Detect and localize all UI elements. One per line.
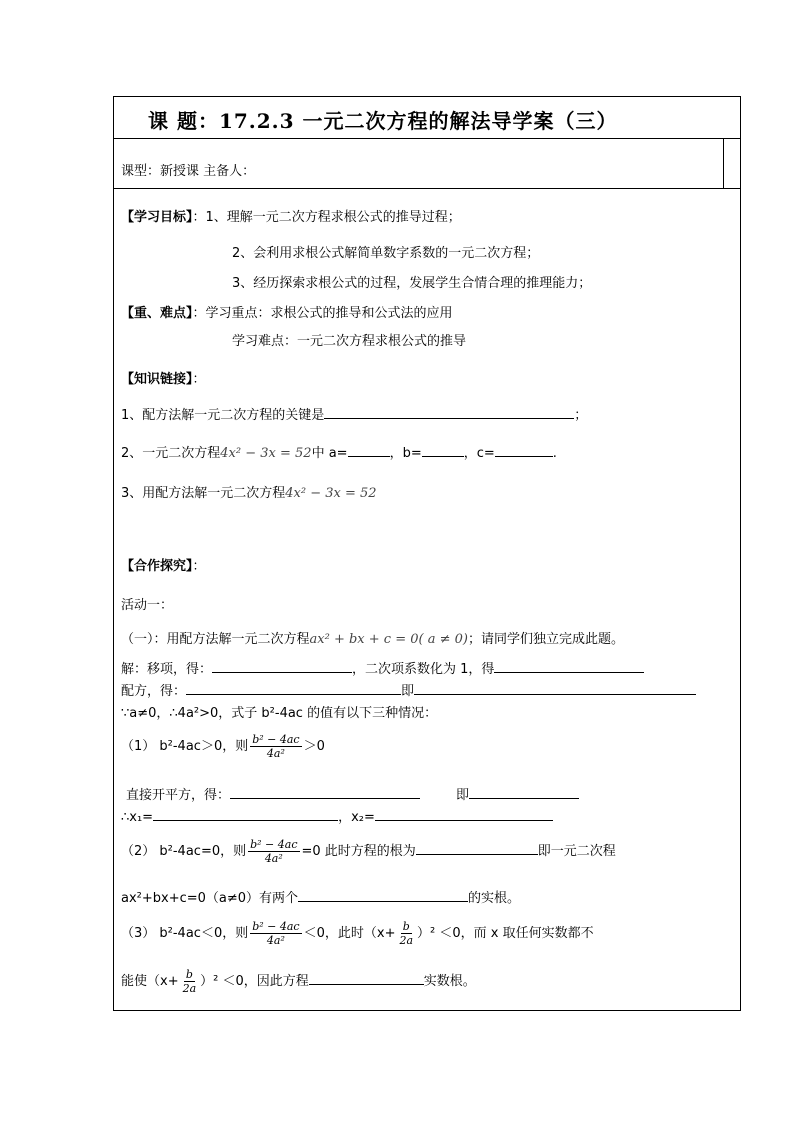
- sqrt-blank[interactable]: [230, 784, 420, 799]
- case3-line-2: [121, 968, 476, 995]
- explore-heading-line: [121, 555, 206, 574]
- q1-text: 1、配方法解一元二次方程的关键是: [121, 408, 325, 423]
- case3-line2-fraction: [181, 968, 199, 995]
- frac-b: b: [185, 968, 193, 981]
- x1-label: ∴x₁=: [121, 810, 154, 825]
- normalize-blank[interactable]: [494, 658, 644, 673]
- case2-root-blank[interactable]: [416, 840, 538, 855]
- sqrt-label: 直接开平方，得：: [126, 788, 231, 803]
- q2-b-label: ，b=: [389, 446, 422, 461]
- frac-2a: 2a: [182, 982, 197, 995]
- case2-line: [121, 838, 616, 865]
- objective-3: 3、经历探索求根公式的过程，发展学生合情合理的推理能力；: [232, 276, 592, 291]
- case3-mid: ＜0，此时（x+: [303, 926, 396, 941]
- q1-end: ；: [574, 408, 588, 423]
- case3-line2-end: 实数根。: [423, 974, 476, 989]
- transpose-blank[interactable]: [212, 658, 352, 673]
- keypoint-difficulty: 学习难点：一元二次方程求根公式的推导: [232, 334, 467, 349]
- complete-square-line: [121, 680, 696, 699]
- frac-numerator: b² − 4ac: [252, 920, 300, 933]
- case3-line2-mid: ）² ＜0，因此方程: [200, 974, 309, 989]
- links-heading-line: [121, 368, 206, 387]
- links-heading: 【知识链接】: [121, 372, 193, 387]
- q2-equation: 4x² − 3x = 52: [220, 446, 312, 461]
- q3-text: 3、用配方法解一元二次方程: [121, 486, 286, 501]
- part1-equation: ax² + bx + c = 0( a ≠ 0): [309, 632, 468, 647]
- sol-mid: ，二次项系数化为 1，得: [352, 662, 495, 677]
- complete-ji-blank[interactable]: [414, 680, 696, 695]
- part1-text: （一）：用配方法解一元二次方程: [121, 632, 310, 647]
- q2-a-label: 中 a=: [311, 446, 348, 461]
- case2-type-blank[interactable]: [298, 887, 468, 902]
- part1-line: [121, 628, 624, 647]
- q2-c-label: ，c=: [463, 446, 495, 461]
- case3-blank[interactable]: [309, 970, 424, 985]
- case2-fraction: [248, 838, 299, 865]
- case3-line: [121, 920, 594, 947]
- sqrt-ji: 即: [456, 788, 470, 803]
- q2-end: .: [552, 446, 557, 461]
- activity-label: 活动一：: [121, 598, 174, 613]
- case3-label: （3） b²-4ac＜0，则: [121, 926, 249, 941]
- case3-line2-text: 能使（x+: [121, 974, 179, 989]
- q2-b-blank[interactable]: [422, 442, 464, 457]
- link-question-3: [121, 482, 377, 501]
- objectives-line-1: [121, 206, 461, 225]
- link-question-1: [121, 404, 587, 423]
- sqrt-line: [126, 784, 579, 803]
- case2-line2-text: ax²+bx+c=0（a≠0）有两个: [121, 891, 299, 906]
- frac-numerator: b² − 4ac: [250, 838, 298, 851]
- worksheet-table: [113, 96, 741, 1011]
- case2-mid: =0 此时方程的根为: [301, 844, 416, 859]
- q2-a-blank[interactable]: [348, 442, 390, 457]
- case2-line2-end: 的实根。: [468, 891, 521, 906]
- case3-fraction: [250, 920, 301, 947]
- keypoints-line-1: [121, 302, 453, 321]
- frac-denominator: 4a²: [264, 852, 283, 865]
- page-title: 课 题：17.2.3 一元二次方程的解法导学案（三）: [148, 109, 618, 133]
- right-inner-border: [723, 138, 724, 189]
- frac-denominator: 4a²: [266, 747, 285, 760]
- links-colon: ：: [192, 372, 206, 387]
- x1-blank[interactable]: [153, 806, 338, 821]
- meta-divider: [113, 188, 740, 189]
- keypoints-heading: 【重、难点】: [121, 306, 193, 321]
- explore-heading: 【合作探究】: [121, 559, 193, 574]
- complete-blank[interactable]: [186, 680, 401, 695]
- complete-ji: 即: [401, 684, 415, 699]
- case3-end: ）² ＜0，而 x 取任何实数都不: [417, 926, 594, 941]
- objective-2: 2、会利用求根公式解简单数字系数的一元二次方程；: [232, 246, 540, 261]
- case3-b-over-2a: [397, 920, 415, 947]
- lesson-meta: 课型：新授课 主备人：: [121, 164, 256, 179]
- solution-line: [121, 658, 644, 677]
- sol-label: 解：移项，得：: [121, 662, 213, 677]
- q1-blank[interactable]: [324, 404, 574, 419]
- frac-2a: 2a: [399, 934, 414, 947]
- x2-label: ，x₂=: [338, 810, 375, 825]
- q3-equation: 4x² − 3x = 52: [285, 486, 377, 501]
- case1-line: [121, 733, 325, 760]
- title-divider: [113, 138, 740, 139]
- case2-end: 即一元二次程: [537, 844, 616, 859]
- case1-fraction: [250, 733, 301, 760]
- explore-colon: ：: [192, 559, 206, 574]
- since-line: ∵a≠0，∴4a²>0，式子 b²-4ac 的值有以下三种情况：: [121, 706, 438, 721]
- q2-text: 2、一元二次方程: [121, 446, 221, 461]
- frac-denominator: 4a²: [266, 934, 285, 947]
- link-question-2: [121, 442, 557, 461]
- case1-gt: ＞0: [303, 739, 325, 754]
- objectives-heading: 【学习目标】: [121, 210, 193, 225]
- x2-blank[interactable]: [375, 806, 553, 821]
- case2-line-2: [121, 887, 520, 906]
- keypoint-focus: ：学习重点：求根公式的推导和公式法的应用: [192, 306, 453, 321]
- objective-1: ：1、理解一元二次方程求根公式的推导过程；: [192, 210, 461, 225]
- part1-end: ；请同学们独立完成此题。: [467, 632, 624, 647]
- frac-b: b: [402, 920, 410, 933]
- sqrt-ji-blank[interactable]: [469, 784, 579, 799]
- frac-numerator: b² − 4ac: [252, 733, 300, 746]
- case1-label: （1） b²-4ac＞0，则: [121, 739, 249, 754]
- complete-label: 配方，得：: [121, 684, 187, 699]
- roots-line: [121, 806, 553, 825]
- q2-c-blank[interactable]: [495, 442, 553, 457]
- case2-label: （2） b²-4ac=0，则: [121, 844, 247, 859]
